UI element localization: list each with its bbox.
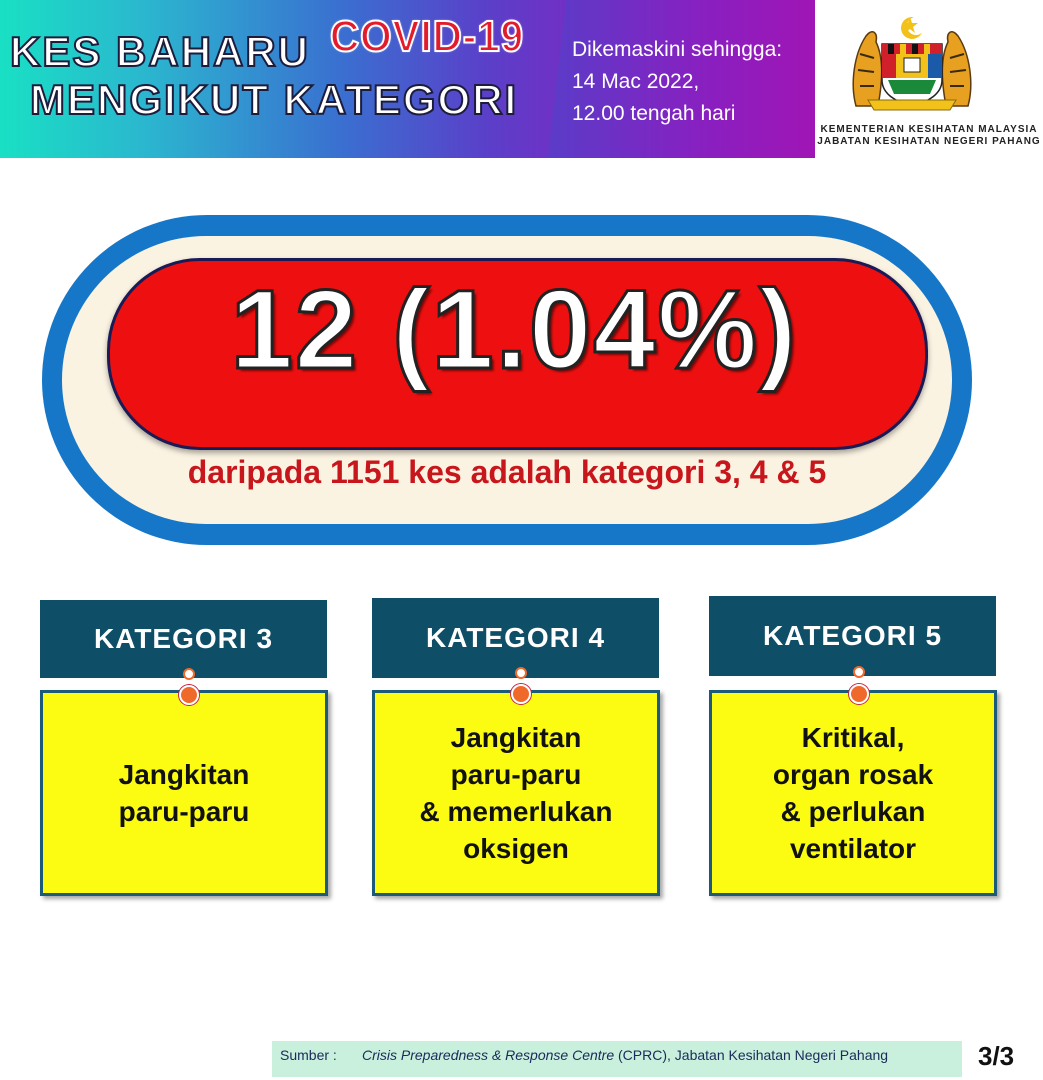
malaysia-coat-of-arms-icon — [848, 14, 976, 114]
covid-badge: COVID-19 — [330, 12, 525, 61]
pin-icon — [511, 684, 531, 704]
update-info — [572, 34, 782, 130]
pin-connector-icon — [515, 667, 527, 679]
category-3-card: Jangkitan paru-paru — [40, 690, 328, 896]
ministry-line-1: KEMENTERIAN KESIHATAN MALAYSIA — [820, 124, 1038, 135]
source-agency: (CPRC), Jabatan Kesihatan Negeri Pahang — [614, 1047, 889, 1063]
category-5-card: Kritikal, organ rosak & perlukan ventilator — [709, 690, 997, 896]
pin-icon — [849, 684, 869, 704]
category-4-card: Jangkitan paru-paru & memerlukan oksigen — [372, 690, 660, 896]
source-centre: Crisis Preparedness & Response Centre — [362, 1047, 615, 1063]
update-date: 14 Mac 2022, — [572, 70, 700, 93]
category-5-header: KATEGORI 5 — [709, 596, 996, 676]
category-3-header: KATEGORI 3 — [40, 600, 327, 678]
title-line-1: KES BAHARU — [10, 28, 311, 75]
category-4-header: KATEGORI 4 — [372, 598, 659, 678]
update-label: Dikemaskini sehingga: — [572, 38, 783, 61]
pin-connector-icon — [853, 666, 865, 678]
stat-caption: daripada 1151 kes adalah kategori 3, 4 & 5 — [187, 454, 827, 490]
source-note — [272, 1041, 962, 1077]
headline-stat: 12 (1.04%) — [230, 267, 799, 392]
ministry-line-2: JABATAN KESIHATAN NEGERI PAHANG — [817, 136, 1041, 147]
page-number: 3/3 — [978, 1041, 1015, 1071]
pin-icon — [179, 685, 199, 705]
title-line-2: MENGIKUT KATEGORI — [30, 76, 519, 123]
ministry-name — [815, 124, 1043, 148]
source-label: Sumber : — [280, 1047, 337, 1063]
update-time: 12.00 tengah hari — [572, 102, 736, 125]
pin-connector-icon — [183, 668, 195, 680]
